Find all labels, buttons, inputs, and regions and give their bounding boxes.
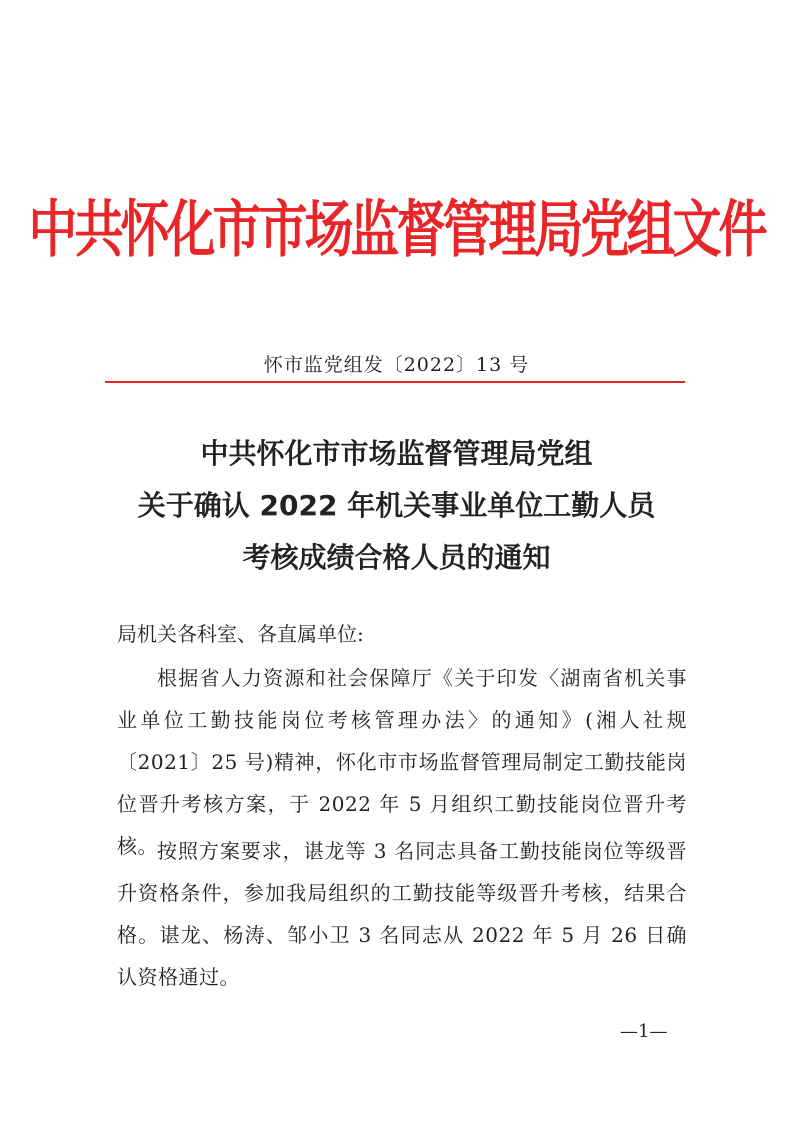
notice-title xyxy=(0,428,793,584)
notice-title-line-3: 考核成绩合格人员的通知 xyxy=(242,541,551,574)
body-paragraph-2: 按照方案要求，谌龙等 3 名同志具备工勤技能岗位等级晋升资格条件，参加我局组织的工勤技能等级晋升考核，结果合格。谌龙、杨涛、邹小卫 3 名同志从 2022 年 5 月 26 日确认资格通过。 xyxy=(117,839,687,989)
notice-title-line-2: 关于确认 2022 年机关事业单位工勤人员 xyxy=(137,489,656,522)
page-number: —1— xyxy=(620,1021,668,1042)
notice-title-line-1: 中共怀化市市场监督管理局党组 xyxy=(200,437,593,470)
salutation: 局机关各科室、各直属单位: xyxy=(117,622,364,646)
red-divider-line xyxy=(105,381,685,383)
body-paragraph-1: 根据省人力资源和社会保障厅《关于印发〈湖南省机关事业单位工勤技能岗位考核管理办法〉的通知》(湘人社规〔2021〕25 号)精神，怀化市市场监督管理局制定工勤技能岗位晋升考核方案，于 2022 年 5 月组织工勤技能岗位晋升考核。 xyxy=(117,666,687,858)
document-red-header: 中共怀化市市场监督管理局党组文件 xyxy=(28,194,765,266)
document-number: 怀市监党组发〔2022〕13 号 xyxy=(263,354,530,376)
